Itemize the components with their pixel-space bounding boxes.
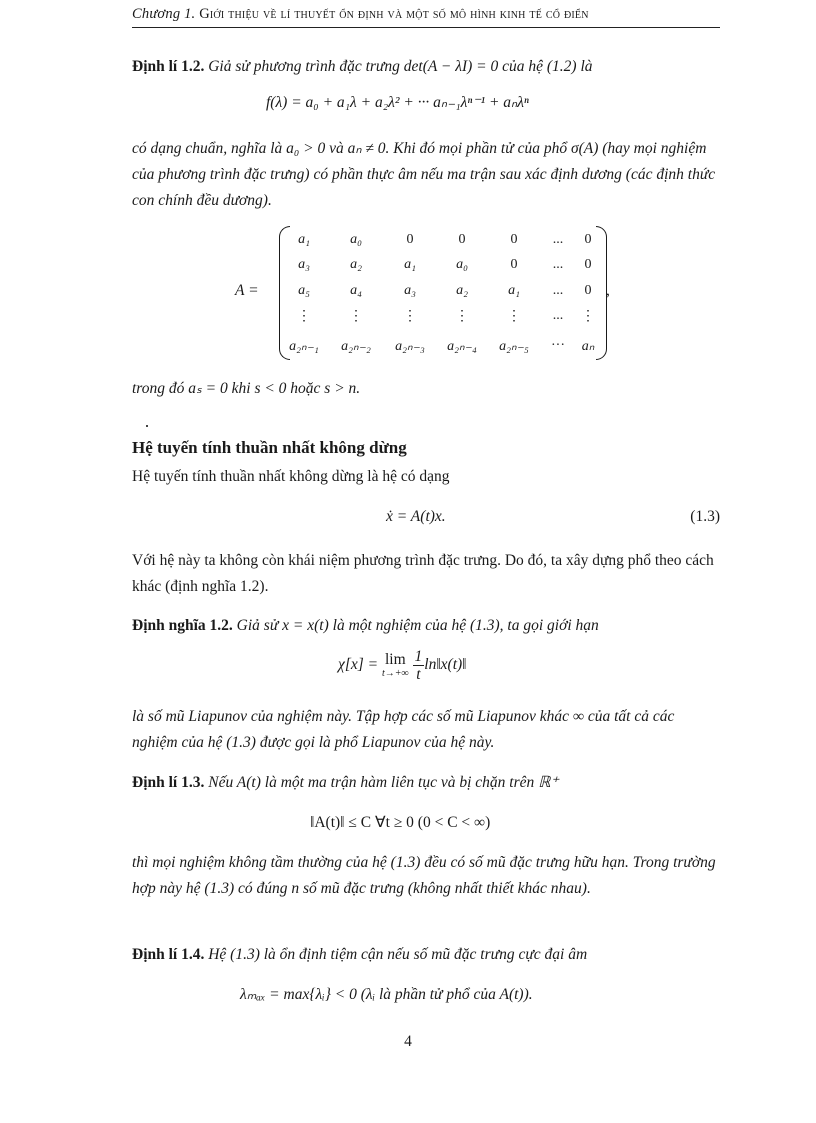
equation-1-3: ẋ = A(t)x. xyxy=(386,508,446,525)
matrix-cell: 0 xyxy=(584,232,592,247)
matrix-label: A = xyxy=(235,282,259,299)
header-rule xyxy=(132,27,720,28)
matrix-cell: ⋮ xyxy=(403,309,417,324)
matrix-cell: a₂ₙ₋₃ xyxy=(395,339,425,354)
matrix-cell: ⋮ xyxy=(297,309,311,324)
lyapunov-rhs: ln‖x(t)‖ xyxy=(424,656,467,674)
section-heading: Hệ tuyến tính thuần nhất không dừng xyxy=(132,438,407,457)
matrix-cell: 0 xyxy=(406,232,414,247)
definition-1-2-statement xyxy=(132,613,722,639)
matrix-cell: ⋮ xyxy=(349,309,363,324)
page-number: 4 xyxy=(404,1033,412,1050)
matrix-cell: 0 xyxy=(510,232,518,247)
equation-number-1-3: (1.3) xyxy=(690,508,720,525)
theorem-1-2-text: Giả sử phương trình đặc trưng det(A − λI) = 0 của hệ (1.2) là xyxy=(208,58,593,75)
theorem-1-2-statement xyxy=(132,54,722,80)
fraction-denominator: t xyxy=(416,666,421,683)
limit-subscript: t→+∞ xyxy=(381,668,409,679)
matrix-cell: a₃ xyxy=(298,257,310,272)
theorem-1-4-text: Hệ (1.3) là ổn định tiệm cận nếu số mũ đặc trưng cực đại âm xyxy=(208,946,588,963)
matrix-cell: 0 xyxy=(458,232,466,247)
matrix-cell: a₀ xyxy=(456,257,468,272)
limit-text: lim xyxy=(384,651,406,668)
running-header xyxy=(132,6,720,23)
theorem-1-3-text: Nếu A(t) là một ma trận hàm liên tục và bị chặn trên ℝ⁺ xyxy=(208,774,559,791)
matrix-cell: a₂ₙ₋₄ xyxy=(447,339,477,354)
matrix-cell: a₂ xyxy=(456,283,468,298)
matrix-cell: 0 xyxy=(510,257,518,272)
matrix-cell: ⋮ xyxy=(581,309,595,324)
section-paragraph: Với hệ này ta không còn khái niệm phương trình đặc trưng. Do đó, ta xây dựng phổ theo cách khác (định nghĩa 1.2). xyxy=(132,552,714,595)
theorem-1-2-label: Định lí 1.2. xyxy=(132,58,205,75)
theorem-1-4-label: Định lí 1.4. xyxy=(132,946,205,963)
matrix-cell: a₁ xyxy=(298,232,310,247)
matrix-cell: a₂ xyxy=(350,257,362,272)
definition-1-2-continuation: là số mũ Liapunov của nghiệm này. Tập hợp các số mũ Liapunov khác ∞ của tất cả các nghiệm của hệ (1.3) được gọi là phổ Liapunov của hệ này. xyxy=(132,708,675,751)
theorem-1-4-statement xyxy=(132,942,722,968)
lyapunov-exponent-formula xyxy=(338,648,467,683)
matrix-cell: ... xyxy=(552,283,564,298)
definition-1-2-text: Giả sử x = x(t) là một nghiệm của hệ (1.3), ta gọi giới hạn xyxy=(236,617,599,634)
matrix-cell: ... xyxy=(552,232,564,247)
theorem-1-3-statement xyxy=(132,770,722,796)
matrix-cell: 0 xyxy=(584,257,592,272)
theorem-1-3-continuation: thì mọi nghiệm không tầm thường của hệ (1.3) đều có số mũ đặc trưng hữu hạn. Trong trường hợp này hệ (1.3) có đúng n số mũ đặc trưng (không nhất thiết khác nhau). xyxy=(132,854,716,897)
characteristic-polynomial: f(λ) = a₀ + a₁λ + a₂λ² + ··· aₙ₋₁λⁿ⁻¹ + aₙλⁿ xyxy=(266,94,529,111)
stability-criterion: λₘₐₓ = max{λᵢ} < 0 (λᵢ là phần tử phổ của A(t)). xyxy=(240,986,533,1003)
matrix-cell: a₃ xyxy=(404,283,416,298)
matrix-cell: a₂ₙ₋₅ xyxy=(499,339,529,354)
lyapunov-lhs: χ[x] = xyxy=(338,656,379,674)
matrix-cell: ··· xyxy=(551,338,565,353)
matrix-cell: ⋮ xyxy=(455,309,469,324)
matrix-cell: a₂ₙ₋₁ xyxy=(289,339,319,354)
theorem-1-3-label: Định lí 1.3. xyxy=(132,774,205,791)
header-chapter: Chương 1. xyxy=(132,6,196,22)
matrix-cell: ... xyxy=(552,308,564,323)
matrix-trailing-comma: , xyxy=(606,282,610,299)
matrix-cell: a₂ₙ₋₂ xyxy=(341,339,371,354)
matrix-cell: ... xyxy=(552,257,564,272)
matrix-cell: a₁ xyxy=(404,257,416,272)
matrix-cell: a₄ xyxy=(350,283,362,298)
definition-1-2-label: Định nghĩa 1.2. xyxy=(132,617,233,634)
fraction-numerator: 1 xyxy=(414,648,423,665)
matrix-cell: a₀ xyxy=(350,232,362,247)
header-title: Giới thiệu về lí thuyết ổn định và một số mô hình kinh tế cổ điển xyxy=(199,6,589,22)
theorem-1-2-continuation: có dạng chuẩn, nghĩa là a₀ > 0 và aₙ ≠ 0. Khi đó mọi phần tử của phổ σ(A) (hay mọi nghiệm của phương trình đặc trưng) có phần thực âm nếu ma trận sau xác định dương (các định thức con chính đều dương). xyxy=(132,140,716,209)
limit-operator xyxy=(382,651,409,680)
matrix-cell: a₅ xyxy=(298,283,310,298)
matrix-cell: a₁ xyxy=(508,283,520,298)
matrix-cell: 0 xyxy=(584,283,592,298)
where-clause: trong đó aₛ = 0 khi s < 0 hoặc s > n. xyxy=(132,380,361,397)
stray-dot xyxy=(146,425,148,427)
fraction-one-over-t xyxy=(413,648,425,683)
boundedness-condition: ‖A(t)‖ ≤ C ∀t ≥ 0 (0 < C < ∞) xyxy=(310,814,491,831)
matrix-grid xyxy=(279,224,607,360)
section-intro: Hệ tuyến tính thuần nhất không dừng là hệ có dạng xyxy=(132,468,450,485)
matrix-cell: aₙ xyxy=(581,339,595,354)
matrix-cell: ⋮ xyxy=(507,309,521,324)
